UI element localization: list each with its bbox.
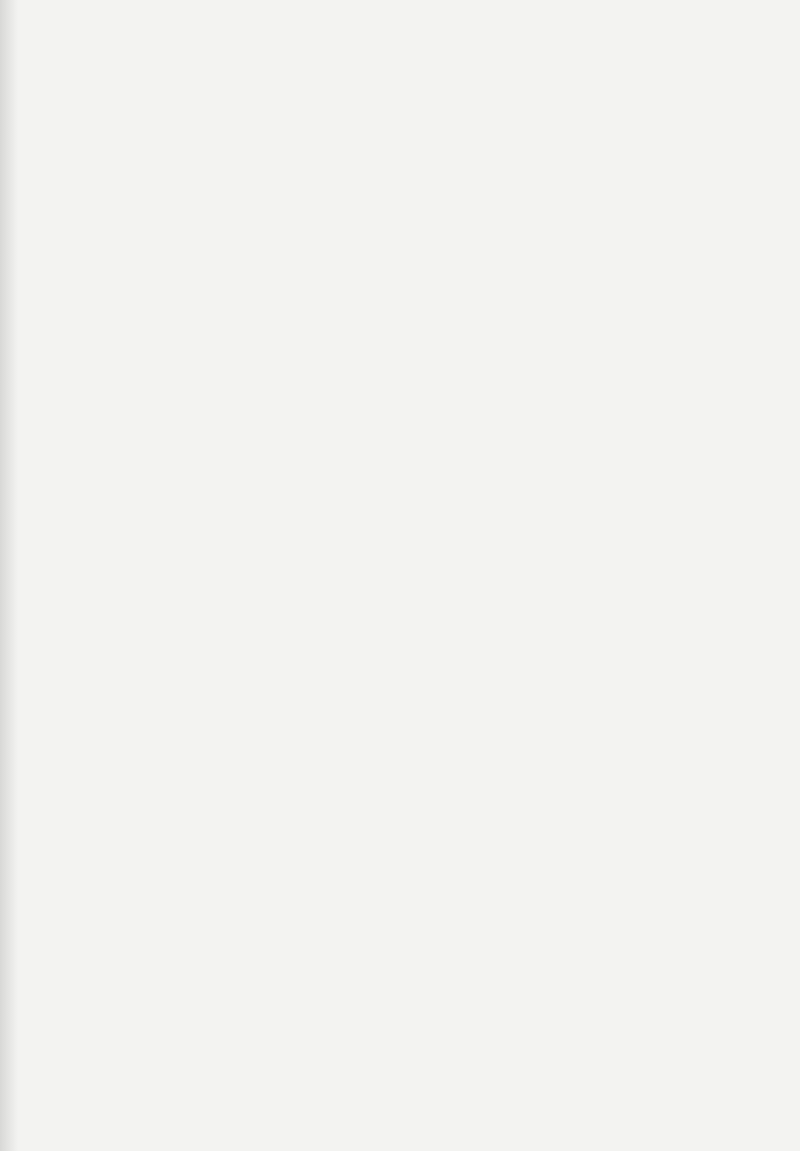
text-line bbox=[160, 72, 765, 96]
text-line bbox=[160, 822, 760, 846]
text-line bbox=[160, 217, 760, 241]
text-line bbox=[160, 314, 760, 338]
text-line bbox=[160, 362, 760, 386]
text-line bbox=[160, 879, 765, 903]
text-line bbox=[160, 928, 765, 952]
text-line bbox=[160, 952, 765, 976]
text-line bbox=[160, 459, 760, 483]
text-line bbox=[160, 290, 760, 314]
text-line bbox=[160, 725, 760, 749]
text-line bbox=[160, 532, 760, 556]
text-line bbox=[160, 976, 765, 1000]
text-line bbox=[160, 653, 760, 677]
text-line bbox=[160, 483, 760, 507]
text-line bbox=[160, 677, 760, 701]
paragraph-3 bbox=[160, 435, 760, 846]
text-line bbox=[160, 855, 765, 879]
text-line bbox=[160, 411, 760, 435]
text-line bbox=[160, 435, 760, 459]
body-text-top bbox=[160, 72, 760, 846]
text-line bbox=[160, 507, 760, 531]
text-line bbox=[160, 701, 760, 725]
body-text-bottom bbox=[160, 855, 765, 1024]
text-line bbox=[160, 903, 765, 927]
text-line bbox=[160, 96, 760, 120]
paragraph-4 bbox=[160, 855, 765, 903]
text-line bbox=[160, 773, 760, 797]
text-line bbox=[160, 193, 760, 217]
paragraph-1 bbox=[160, 72, 760, 120]
text-line bbox=[160, 556, 760, 580]
text-line bbox=[160, 266, 760, 290]
text-line bbox=[160, 628, 760, 652]
text-line bbox=[160, 604, 760, 628]
text-line bbox=[160, 169, 760, 193]
text-line bbox=[160, 145, 760, 169]
text-line bbox=[160, 338, 760, 362]
text-line bbox=[160, 241, 760, 265]
text-line bbox=[160, 749, 760, 773]
paragraph-5 bbox=[160, 903, 765, 1024]
text-line bbox=[160, 580, 760, 604]
text-line bbox=[160, 1000, 765, 1024]
text-line bbox=[160, 798, 760, 822]
text-line bbox=[160, 386, 760, 410]
text-line bbox=[160, 120, 760, 144]
paragraph-2 bbox=[160, 120, 760, 434]
page-gutter-shadow bbox=[0, 0, 18, 1151]
